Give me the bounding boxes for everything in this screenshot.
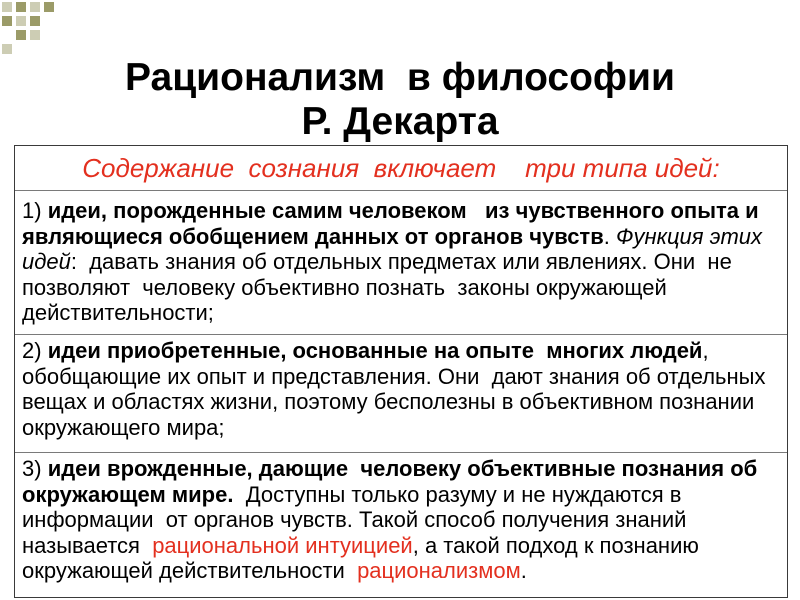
row3-period: . — [520, 558, 527, 584]
decor-square — [16, 30, 26, 40]
ideas-table — [14, 145, 788, 598]
slide-title — [0, 56, 800, 144]
idea-row-1 — [15, 191, 787, 335]
decor-square — [2, 2, 12, 12]
row2-number: 2) — [22, 338, 48, 363]
row1-separator: . — [603, 223, 616, 249]
decor-square — [16, 16, 26, 26]
row1-description: : давать знания об отдельных предметах или явлениях. Они не позволяют человеку объективно познать законы окружающей действительности; — [22, 249, 738, 326]
row3-description: Доступны только разуму и не нуждаются в информации от органов чувств. Такой способ получения знаний называется — [22, 481, 693, 558]
row2-idea-definition: идеи приобретенные, основанные на опыте многих людей — [47, 338, 703, 363]
rational-intuition-term: рациональной интуицией — [152, 532, 413, 558]
title-line-1: Рационализм в философии — [125, 56, 675, 99]
decor-square — [2, 44, 12, 54]
row3-description-cont: , а такой подход к познанию окружающей действительности — [22, 532, 705, 584]
idea-row-2 — [15, 335, 787, 453]
decor-square — [30, 16, 40, 26]
decor-square — [2, 16, 12, 26]
row3-number: 3) — [22, 456, 48, 481]
idea-row-3 — [15, 453, 787, 597]
table-header: Содержание сознания включает три типа идей: — [15, 146, 787, 191]
row1-number: 1) — [22, 198, 48, 223]
row1-function-label: Функция этих идей — [22, 223, 769, 275]
decor-square — [30, 2, 40, 12]
title-line-2: Р. Декарта — [301, 100, 499, 143]
row3-idea-definition: идеи врожденные, дающие человеку объективные познания об окружающем мире. — [22, 456, 764, 507]
decor-square — [30, 30, 40, 40]
row1-idea-definition: идеи, порожденные самим человеком из чувственного опыта и являющиеся обобщением данных от органов чувств — [22, 198, 765, 249]
rationalism-term: рационализмом — [357, 558, 521, 584]
row2-description: , обобщающие их опыт и представления. Они дают знания об отдельных вещах и областях жизни, поэтому бесполезны в объективном познании окружающего мира; — [22, 338, 772, 440]
decor-square — [16, 2, 26, 12]
decor-square — [44, 2, 54, 12]
